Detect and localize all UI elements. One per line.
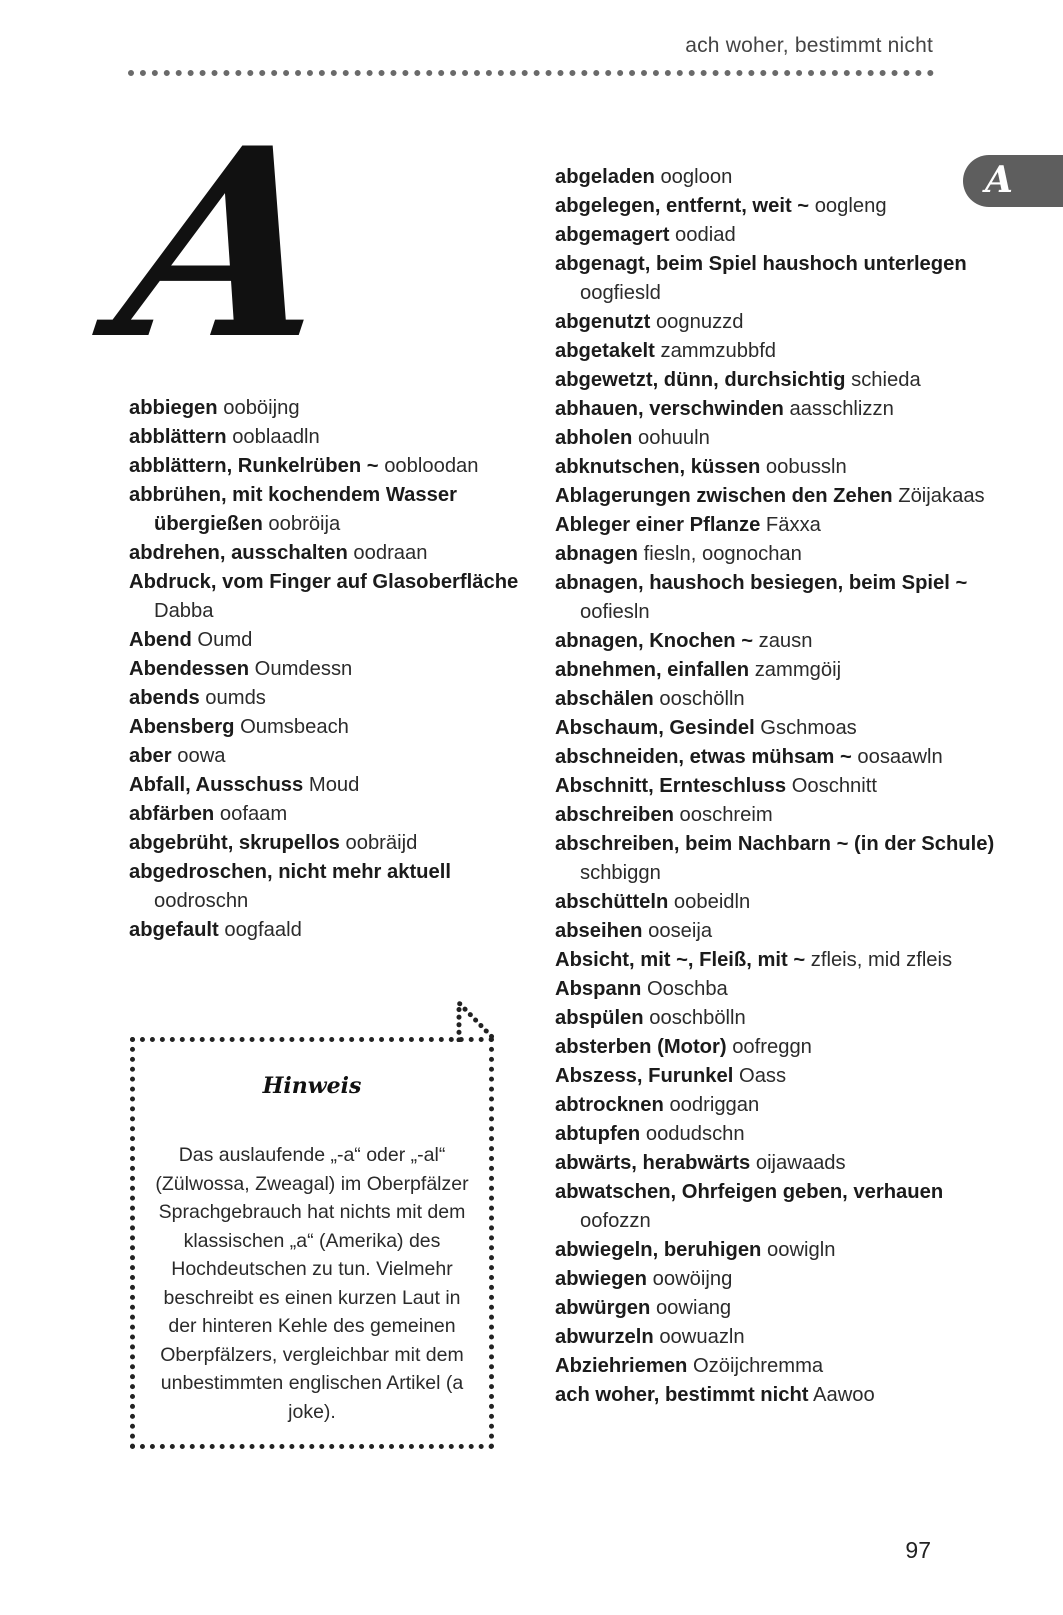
dictionary-entry (555, 1352, 995, 1381)
entry-keyword: aber (129, 745, 172, 767)
entry-translation: oogfiesld (580, 282, 661, 304)
entry-translation: oowa (177, 745, 226, 767)
entry-translation: oosaawln (857, 746, 943, 768)
entry-translation: oohuuln (638, 427, 710, 449)
entry-keyword: Absicht, mit ~, Fleiß, mit ~ (555, 949, 806, 971)
dictionary-entry (555, 453, 995, 482)
entry-keyword: abgefault (129, 919, 219, 941)
dictionary-entry (555, 656, 995, 685)
entry-translation: Moud (308, 774, 360, 796)
entry-translation: ooseija (648, 920, 713, 942)
entry-translation: oogloon (660, 166, 733, 188)
entry-keyword: abnagen, haushoch besiegen, beim Spiel ~ (555, 572, 968, 594)
dictionary-entry (129, 394, 529, 423)
running-header: ach woher, bestimmt nicht (685, 34, 933, 57)
dictionary-entry (555, 801, 995, 830)
entry-keyword: abwurzeln (555, 1326, 654, 1348)
entry-translation: Zöijakaas (898, 485, 985, 507)
entry-translation: zammgöij (754, 659, 842, 681)
dictionary-entry (555, 743, 995, 772)
entry-keyword: abgetakelt (555, 340, 655, 362)
entry-keyword: Abdruck, vom Finger auf Glasoberfläche (129, 571, 519, 593)
entry-keyword: abgelegen, entfernt, weit ~ (555, 195, 810, 217)
entry-translation: Oumsbeach (240, 716, 349, 738)
dictionary-entry (555, 308, 995, 337)
entry-keyword: abblättern (129, 426, 227, 448)
entry-translation: oobräijd (345, 832, 418, 854)
dictionary-entry (555, 888, 995, 917)
dictionary-entry (555, 917, 995, 946)
entry-translation: oofozzn (580, 1210, 651, 1232)
entry-translation: ooböijng (223, 397, 300, 419)
entry-translation: oobröija (268, 513, 341, 535)
entry-keyword: abgebrüht, skrupellos (129, 832, 340, 854)
entry-keyword: ach woher, bestimmt nicht (555, 1384, 809, 1406)
entry-keyword: abtrocknen (555, 1094, 664, 1116)
dictionary-entry (555, 192, 995, 221)
entry-keyword: Ablagerungen zwischen den Zehen (555, 485, 893, 507)
entry-keyword: Abspann (555, 978, 642, 1000)
entry-translation: Fäxxa (765, 514, 821, 536)
dictionary-entry (129, 568, 529, 626)
dictionary-entry (129, 684, 529, 713)
entry-keyword: Ableger einer Pflanze (555, 514, 761, 536)
dictionary-entry (555, 337, 995, 366)
dictionary-entry (555, 772, 995, 801)
dictionary-entry (129, 916, 529, 945)
dictionary-entry (129, 452, 529, 481)
entry-translation: oofaam (219, 803, 288, 825)
dictionary-entry (555, 511, 995, 540)
page-number: 97 (905, 1537, 931, 1563)
entry-translation: ooschbölln (649, 1007, 746, 1029)
entry-translation: schieda (851, 369, 921, 391)
entry-translation: zfleis, mid zfleis (810, 949, 953, 971)
entry-translation: Oass (739, 1065, 787, 1087)
entry-keyword: abgenagt, beim Spiel haushoch unterlegen (555, 253, 967, 275)
dictionary-entry (129, 829, 529, 858)
dictionary-entry (555, 1265, 995, 1294)
entry-keyword: abblättern, Runkelrüben ~ (129, 455, 379, 477)
dictionary-entry (555, 1178, 995, 1236)
dictionary-entry (555, 540, 995, 569)
dictionary-entry (555, 1033, 995, 1062)
dictionary-entry (555, 1062, 995, 1091)
entry-translation: Oumdessn (254, 658, 353, 680)
entry-translation: oobeidln (673, 891, 751, 913)
entry-keyword: abschütteln (555, 891, 669, 913)
entry-translation: schbiggn (580, 862, 661, 884)
entry-keyword: abschneiden, etwas mühsam ~ (555, 746, 852, 768)
entry-translation: oognuzzd (655, 311, 744, 333)
note-corner-flap (456, 1000, 498, 1042)
entry-keyword: Abend (129, 629, 192, 651)
entries-right-column (555, 163, 995, 1410)
entry-translation: oodriggan (669, 1094, 760, 1116)
entry-keyword: Abschnitt, Ernteschluss (555, 775, 787, 797)
entry-keyword: abfärben (129, 803, 215, 825)
entry-keyword: abwiegeln, beruhigen (555, 1239, 762, 1261)
dictionary-entry (555, 250, 995, 308)
entry-translation: oofreggn (732, 1036, 812, 1058)
entry-keyword: Abensberg (129, 716, 235, 738)
entry-translation: ooschölln (659, 688, 745, 710)
entry-keyword: abschreiben (555, 804, 674, 826)
entry-keyword: abends (129, 687, 200, 709)
entry-translation: ooblaadln (232, 426, 320, 448)
entry-keyword: Abziehriemen (555, 1355, 688, 1377)
entry-translation: oofiesln (580, 601, 650, 623)
dictionary-entry (555, 975, 995, 1004)
entry-translation: oodroschn (154, 890, 249, 912)
entry-translation: Ozöijchremma (692, 1355, 824, 1377)
entry-keyword: Abszess, Furunkel (555, 1065, 734, 1087)
entry-translation: oogfaald (224, 919, 302, 941)
dictionary-entry (129, 742, 529, 771)
entry-keyword: abgeladen (555, 166, 655, 188)
entry-keyword: Abschaum, Gesindel (555, 717, 755, 739)
entry-keyword: absterben (Motor) (555, 1036, 727, 1058)
entry-translation: zammzubbfd (660, 340, 777, 362)
dictionary-entry (555, 714, 995, 743)
dictionary-entry (555, 685, 995, 714)
entry-translation: oobussln (765, 456, 847, 478)
entry-keyword: abgewetzt, dünn, durchsichtig (555, 369, 846, 391)
entry-keyword: abschälen (555, 688, 654, 710)
dictionary-entry (129, 713, 529, 742)
dictionary-entry (555, 1149, 995, 1178)
entry-translation: zausn (758, 630, 813, 652)
dictionary-entry (129, 655, 529, 684)
dictionary-entry (555, 946, 995, 975)
entry-keyword: abgemagert (555, 224, 670, 246)
entry-keyword: abnehmen, einfallen (555, 659, 750, 681)
entry-keyword: abnagen (555, 543, 639, 565)
entry-keyword: abnagen, Knochen ~ (555, 630, 753, 652)
dictionary-entry (555, 482, 995, 511)
entry-keyword: abhauen, verschwinden (555, 398, 784, 420)
dictionary-entry (129, 539, 529, 568)
dictionary-entry (555, 163, 995, 192)
dictionary-entry (555, 366, 995, 395)
entry-translation: oodudschn (645, 1123, 745, 1145)
entry-translation: ooschreim (679, 804, 773, 826)
dictionary-entry (555, 569, 995, 627)
entry-translation: Oumd (197, 629, 253, 651)
entry-keyword: Abfall, Ausschuss (129, 774, 304, 796)
section-letter: A (103, 92, 349, 397)
dictionary-entry (555, 1294, 995, 1323)
entry-translation: oowöijng (652, 1268, 733, 1290)
entry-keyword: abschreiben, beim Nachbarn ~ (in der Schule) (555, 833, 995, 855)
entries-left-column (129, 394, 529, 945)
entry-keyword: abgedroschen, nicht mehr aktuell (129, 861, 451, 883)
entry-translation: oowiang (655, 1297, 732, 1319)
entry-keyword: abgenutzt (555, 311, 651, 333)
entry-translation: oodraan (353, 542, 428, 564)
entry-translation: oodiad (675, 224, 736, 246)
dictionary-entry (555, 424, 995, 453)
entry-keyword: abbiegen (129, 397, 218, 419)
entry-keyword: abwürgen (555, 1297, 651, 1319)
dictionary-entry (555, 1236, 995, 1265)
dictionary-entry (129, 423, 529, 452)
dictionary-entry (555, 1120, 995, 1149)
dictionary-entry (555, 395, 995, 424)
dictionary-entry (129, 626, 529, 655)
entry-keyword: Abendessen (129, 658, 250, 680)
dictionary-entry (129, 800, 529, 829)
note-title: Hinweis (262, 1073, 362, 1099)
entry-translation: oowigln (767, 1239, 836, 1261)
entry-translation: oumds (205, 687, 266, 709)
entry-translation: oogleng (814, 195, 887, 217)
note-text: Das auslaufende „-a“ oder „-al“ (Zülwossa, Zweagal) im Oberpfälzer Sprachgebrauch hat nichts mit dem klassischen „a“ (Amerika) des Hochdeutschen zu tun. Vielmehr beschreibt es einen kurzen Laut in der hinteren Kehle des gemeinen Oberpfälzers, vergleichbar mit dem unbestimmten englischen Artikel (a joke). (155, 1144, 469, 1423)
thumb-index-letter: A (985, 159, 1013, 201)
dictionary-entry (129, 481, 529, 539)
entry-keyword: abwatschen, Ohrfeigen geben, verhauen (555, 1181, 944, 1203)
entry-translation: fiesln, oognochan (643, 543, 802, 565)
dictionary-entry (129, 771, 529, 800)
entry-keyword: abbrühen, mit kochendem Wasser übergießen (129, 484, 457, 535)
dictionary-entry (555, 830, 995, 888)
entry-keyword: abtupfen (555, 1123, 641, 1145)
dictionary-entry (555, 1091, 995, 1120)
dictionary-entry (129, 858, 529, 916)
entry-keyword: abdrehen, ausschalten (129, 542, 348, 564)
entry-keyword: abwärts, herabwärts (555, 1152, 751, 1174)
entry-translation: Ooschba (646, 978, 728, 1000)
dictionary-entry (555, 1323, 995, 1352)
dictionary-entry (555, 627, 995, 656)
entry-keyword: abspülen (555, 1007, 644, 1029)
dictionary-entry (555, 1004, 995, 1033)
dictionary-entry (555, 1381, 995, 1410)
entry-keyword: abholen (555, 427, 633, 449)
entry-keyword: abknutschen, küssen (555, 456, 761, 478)
entry-translation: Dabba (154, 600, 214, 622)
entry-translation: Gschmoas (760, 717, 857, 739)
entry-translation: aasschlizzn (789, 398, 894, 420)
dictionary-entry (555, 221, 995, 250)
header-dotted-rule (128, 70, 934, 76)
entry-keyword: abwiegen (555, 1268, 647, 1290)
entry-translation: oobloodan (384, 455, 479, 477)
entry-keyword: abseihen (555, 920, 643, 942)
entry-translation: Aawoo (813, 1384, 875, 1406)
entry-translation: oowuazln (659, 1326, 745, 1348)
entry-translation: Ooschnitt (791, 775, 877, 797)
entry-translation: oijawaads (755, 1152, 846, 1174)
